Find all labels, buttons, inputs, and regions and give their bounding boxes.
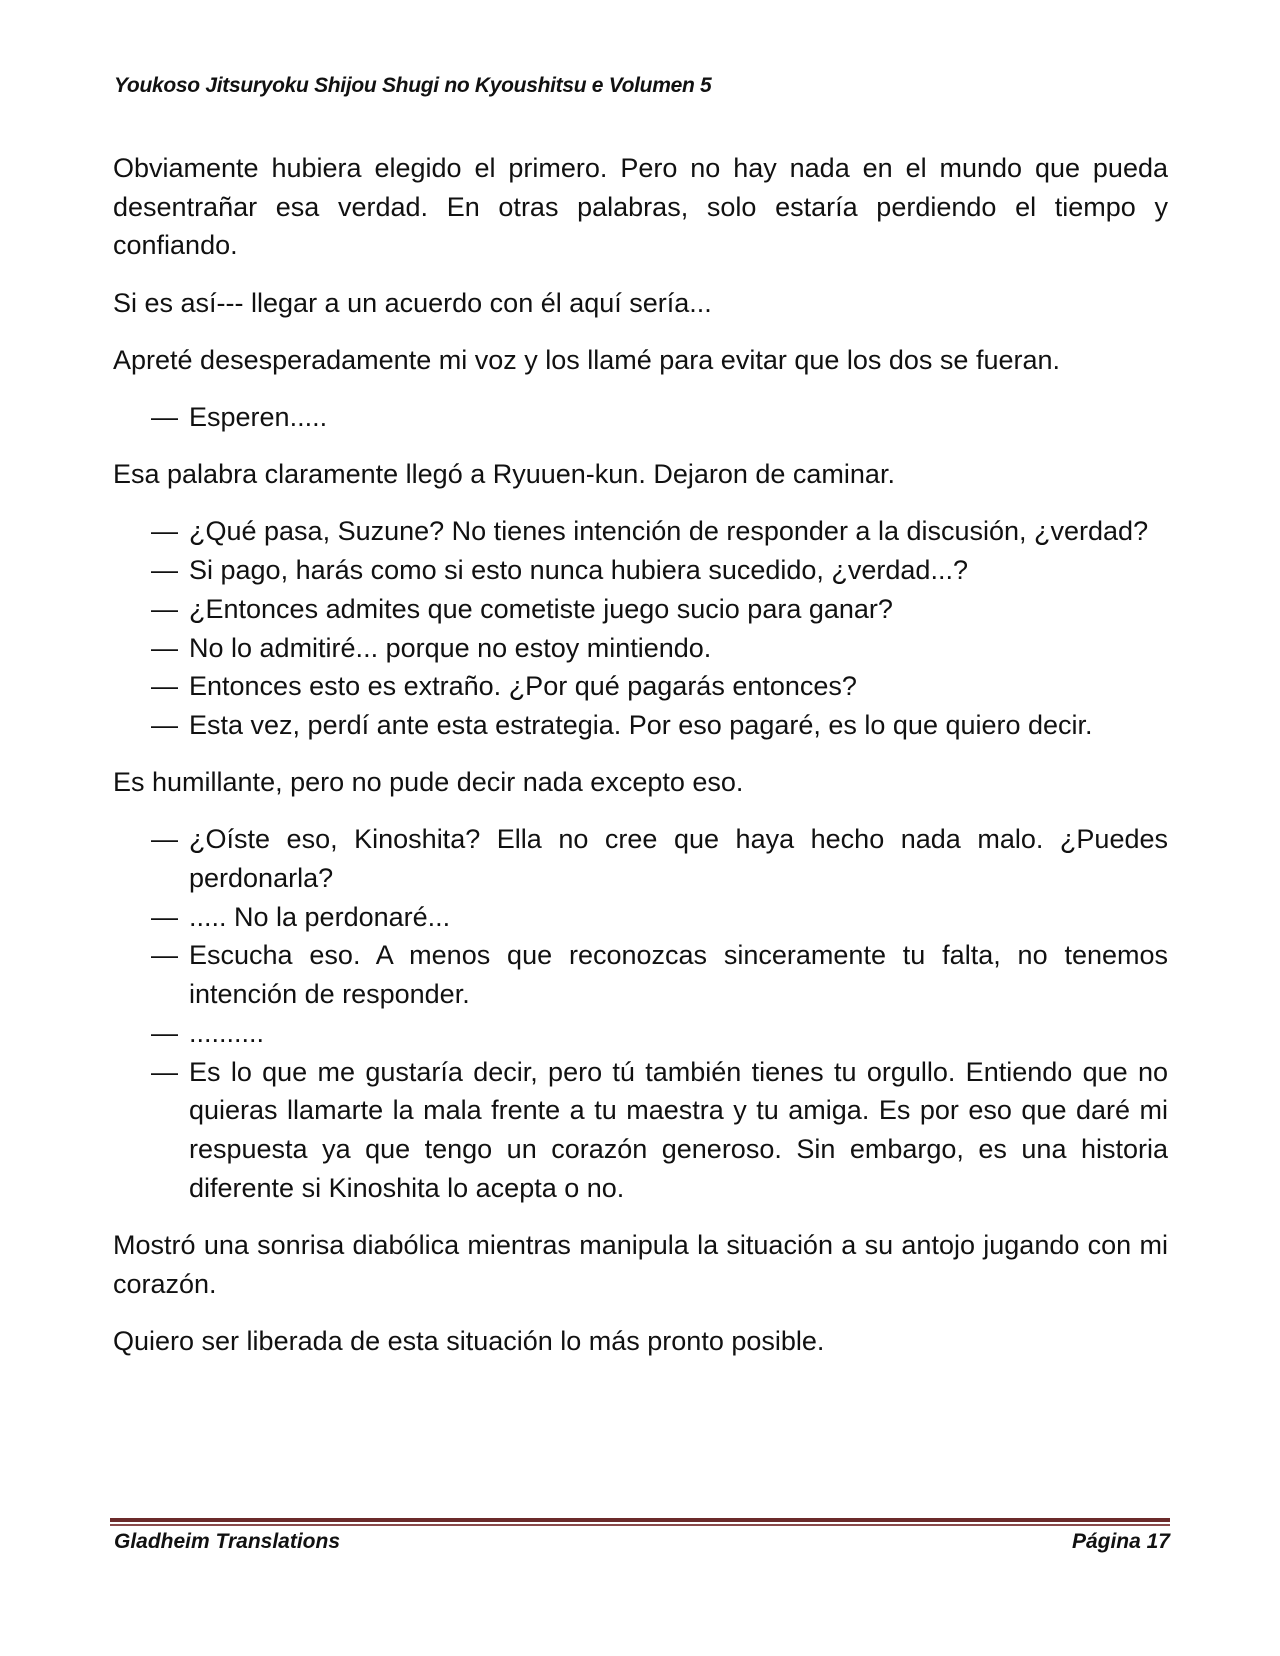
dialogue-line [113, 629, 1168, 668]
em-dash: — [151, 940, 178, 971]
dialogue-text: Es lo que me gustaría decir, pero tú también tienes tu orgullo. Entiendo que no quieras llamarte la mala frente a tu maestra y tu amiga. Es por eso que daré mi respuesta ya que tengo un corazón generoso. Sin embargo, es una historia diferente si Kinoshita lo acepta o no. [189, 1056, 1168, 1203]
paragraph: Apreté desesperadamente mi voz y los llamé para evitar que los dos se fueran. [113, 344, 1061, 375]
em-dash: — [151, 516, 178, 547]
footer-rule-thin [110, 1524, 1170, 1526]
em-dash: — [151, 402, 178, 433]
dialogue-line [113, 1053, 1168, 1208]
dialogue-line [113, 551, 1168, 590]
dialogue-line [113, 898, 1168, 937]
dialogue-line [113, 820, 1168, 897]
dialogue-line [113, 936, 1168, 1013]
dialogue-text: .......... [189, 1017, 265, 1048]
em-dash: — [151, 555, 178, 586]
page-number: Página 17 [1071, 1530, 1170, 1553]
dialogue-line [113, 1014, 1168, 1053]
em-dash: — [151, 901, 178, 932]
dialogue-text: Esperen..... [189, 402, 328, 433]
dialogue-line [113, 667, 1168, 706]
page-body [113, 149, 1168, 1379]
em-dash: — [151, 632, 178, 663]
dialogue-line [113, 512, 1168, 551]
em-dash: — [151, 824, 178, 855]
footer-translator: Gladheim Translations [114, 1530, 341, 1553]
paragraph: Si es así--- llegar a un acuerdo con él aquí sería... [113, 287, 712, 318]
dialogue-text: ¿Entonces admites que cometiste juego sucio para ganar? [189, 593, 893, 624]
dialogue-text: ¿Oíste eso, Kinoshita? Ella no cree que haya hecho nada malo. ¿Puedes perdonarla? [189, 824, 1168, 894]
running-header: Youkoso Jitsuryoku Shijou Shugi no Kyoushitsu e Volumen 5 [114, 74, 712, 97]
dialogue-line [113, 398, 1168, 437]
dialogue-group [113, 398, 1168, 437]
dialogue-group [113, 820, 1168, 1207]
footer-rule [110, 1518, 1170, 1522]
paragraph: Es humillante, pero no pude decir nada excepto eso. [113, 767, 744, 798]
dialogue-text: ..... No la perdonaré... [189, 901, 451, 932]
paragraph: Mostró una sonrisa diabólica mientras manipula la situación a su antojo jugando con mi corazón. [113, 1229, 1168, 1299]
em-dash: — [151, 1056, 178, 1087]
dialogue-text: Esta vez, perdí ante esta estrategia. Por eso pagaré, es lo que quiero decir. [189, 709, 1093, 740]
dialogue-line [113, 706, 1168, 745]
dialogue-text: Entonces esto es extraño. ¿Por qué pagarás entonces? [189, 671, 857, 702]
em-dash: — [151, 709, 178, 740]
em-dash: — [151, 1017, 178, 1048]
em-dash: — [151, 593, 178, 624]
dialogue-text: Si pago, harás como si esto nunca hubiera sucedido, ¿verdad...? [189, 555, 968, 586]
dialogue-text: Escucha eso. A menos que reconozcas sinceramente tu falta, no tenemos intención de responder. [189, 940, 1168, 1010]
em-dash: — [151, 671, 178, 702]
paragraph: Quiero ser liberada de esta situación lo más pronto posible. [113, 1325, 825, 1356]
paragraph: Esa palabra claramente llegó a Ryuuen-kun. Dejaron de caminar. [113, 459, 895, 490]
dialogue-text: ¿Qué pasa, Suzune? No tienes intención de responder a la discusión, ¿verdad? [189, 516, 1149, 547]
paragraph: Obviamente hubiera elegido el primero. Pero no hay nada en el mundo que pueda desentrañar esa verdad. En otras palabras, solo estaría perdiendo el tiempo y confiando. [113, 153, 1168, 261]
dialogue-line [113, 590, 1168, 629]
dialogue-group [113, 512, 1168, 744]
dialogue-text: No lo admitiré... porque no estoy mintiendo. [189, 632, 712, 663]
